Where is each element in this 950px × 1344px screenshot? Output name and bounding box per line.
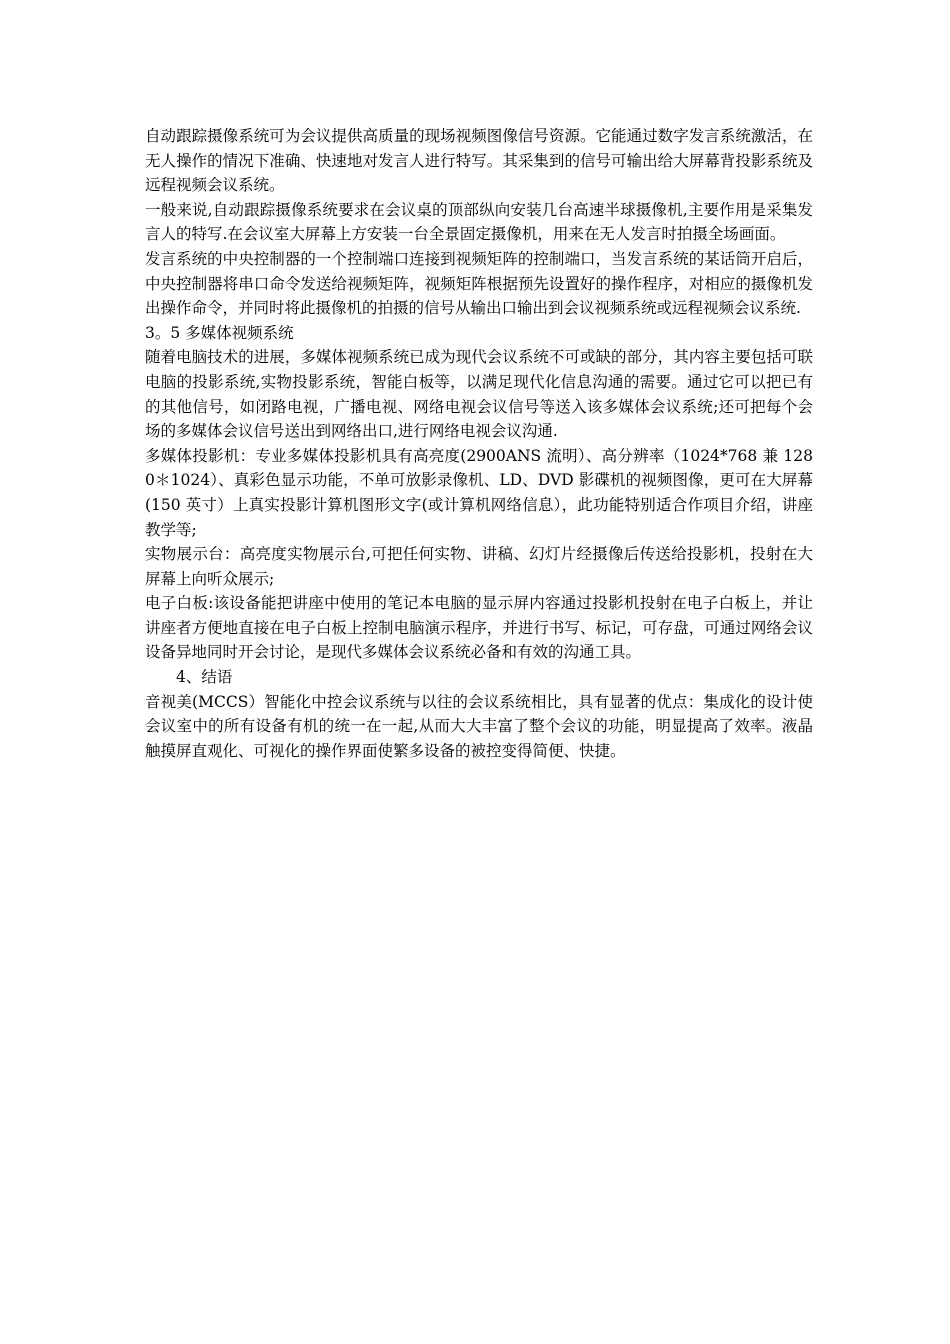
section-heading-multimedia: 3。5 多媒体视频系统 <box>145 323 294 342</box>
paragraph-document-camera: 实物展示台：高亮度实物展示台,可把任何实物、讲稿、幻灯片经摄像后传送给投影机，投射在大屏幕上向听众展示; <box>145 545 813 588</box>
document-body <box>145 124 813 763</box>
paragraph-auto-tracking-camera: 自动跟踪摄像系统可为会议提供高质量的现场视频图像信号资源。它能通过数字发言系统激活，在无人操作的情况下准确、快速地对发言人进行特写。其采集到的信号可输出给大屏幕背投影系统及远程视频会议系统。 <box>145 127 813 195</box>
paragraph-conclusion: 音视美(MCCS）智能化中控会议系统与以往的会议系统相比，具有显著的优点：集成化的设计使会议室中的所有设备有机的统一在一起,从而大大丰富了整个会议的功能，明显提高了效率。液晶触摸屏直观化、可视化的操作界面使繁多设备的被控变得简便、快捷。 <box>145 692 813 760</box>
paragraph-projector: 多媒体投影机：专业多媒体投影机具有高亮度(2900ANS 流明）、高分辨率（1024*768 兼 1280＊1024）、真彩色显示功能，不单可放影录像机、LD、DVD 影碟机的视频图像，更可在大屏幕(150 英寸）上真实投影计算机图形文字(或计算机网络信息），此功能特别适合作项目介绍，讲座教学等; <box>145 446 813 539</box>
paragraph-camera-installation: 一般来说,自动跟踪摄像系统要求在会议桌的顶部纵向安装几台高速半球摄像机,主要作用是采集发言人的特写.在会议室大屏幕上方安装一台全景固定摄像机，用来在无人发言时拍摄全场画面。 <box>145 200 813 244</box>
paragraph-electronic-whiteboard: 电子白板:该设备能把讲座中使用的笔记本电脑的显示屏内容通过投影机投射在电子白板上，并让讲座者方便地直接在电子白板上控制电脑演示程序，并进行书写、标记，可存盘，可通过网络会议设备异地同时开会讨论，是现代多媒体会议系统必备和有效的沟通工具。 <box>145 594 813 662</box>
section-heading-conclusion: 4、结语 <box>176 668 233 687</box>
paragraph-central-controller: 发言系统的中央控制器的一个控制端口连接到视频矩阵的控制端口，当发言系统的某话筒开启后，中央控制器将串口命令发送给视频矩阵，视频矩阵根据预先设置好的操作程序，对相应的摄像机发出操作命令，并同时将此摄像机的拍摄的信号从输出口输出到会议视频系统或远程视频会议系统. <box>145 249 813 318</box>
paragraph-multimedia-overview: 随着电脑技术的进展，多媒体视频系统已成为现代会议系统不可或缺的部分，其内容主要包括可联电脑的投影系统,实物投影系统，智能白板等，以满足现代化信息沟通的需要。通过它可以把已有的其他信号，如闭路电视，广播电视、网络电视会议信号等送入该多媒体会议系统;还可把每个会场的多媒体会议信号送出到网络出口,进行网络电视会议沟通. <box>145 348 813 441</box>
